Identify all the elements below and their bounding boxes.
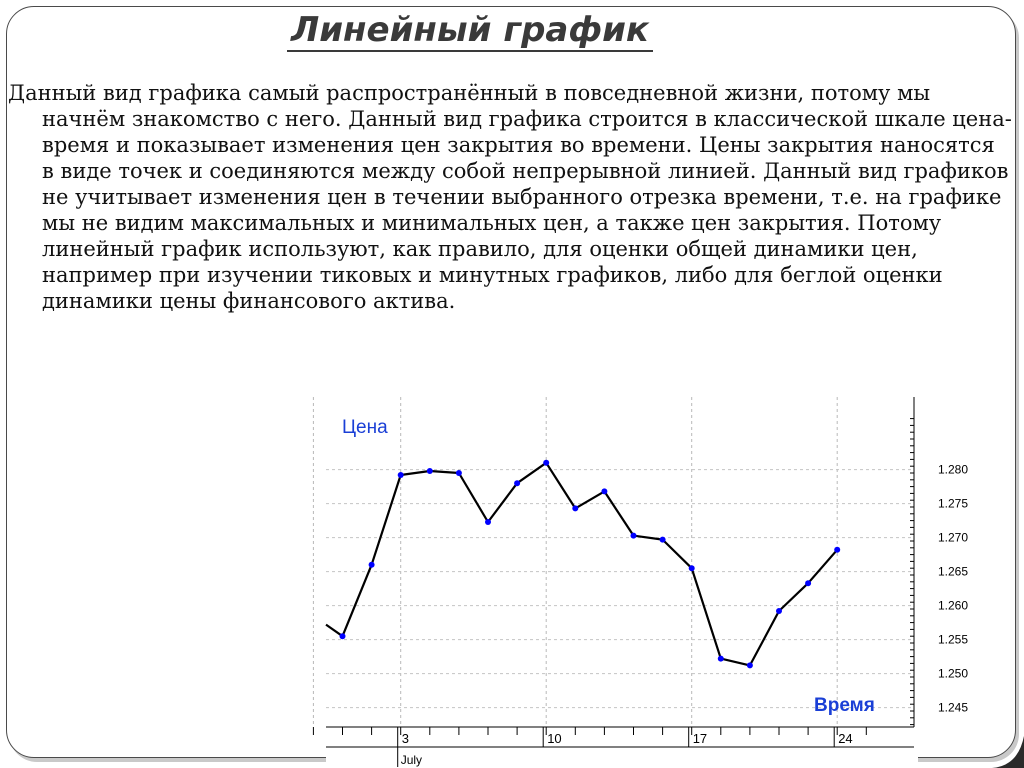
y-tick-label: 1.260	[938, 598, 969, 613]
y-tick-label: 1.250	[938, 666, 969, 681]
price-point	[543, 460, 549, 466]
price-point	[456, 470, 462, 476]
price-point	[776, 608, 782, 614]
x-tick-label: 17	[692, 731, 708, 746]
price-point	[834, 547, 840, 553]
y-tick-label: 1.255	[938, 632, 969, 647]
grid-layer	[313, 397, 914, 727]
price-point	[747, 662, 753, 668]
price-point	[660, 537, 666, 543]
y-tick-label: 1.275	[938, 496, 969, 511]
price-point	[398, 472, 404, 478]
y-tick-label: 1.280	[938, 462, 969, 477]
corner-ornament	[988, 732, 1024, 768]
price-point	[340, 633, 346, 639]
price-point	[805, 580, 811, 586]
slide-title-text: Линейный график	[287, 10, 653, 52]
y-axis-label: Цена	[342, 417, 388, 438]
price-point	[572, 505, 578, 511]
price-point	[485, 519, 491, 525]
price-point	[427, 468, 433, 474]
x-tick-label: 24	[838, 731, 853, 746]
price-point	[689, 565, 695, 571]
line-chart	[326, 397, 969, 768]
series-layer	[326, 460, 840, 669]
slide-body-text: Данный вид графика самый распространённый в повседневной жизни, потому мы начнём знакомство с него. Данный вид графика строится в классической шкале цена-время и показывает изменения цен закрытия во времени. Цены закрытия наносятся в виде точек и соединяются между собой непрерывной линией. Данный вид графиков не учитывает изменения цен в течении выбранного отрезка времени, т.е. на графике мы не видим максимальных и минимальных цен, а также цен закрытия. Потому линейный график используют, как правило, для оценки общей динамики цен, например при изучении тиковых и минутных графиков, либо для беглой оценки динамики цены финансового актива.	[8, 81, 1012, 313]
x-tick-label: 10	[547, 731, 562, 746]
slide-title	[0, 10, 940, 50]
x-axis-label: Время	[814, 695, 875, 716]
price-point	[718, 656, 724, 662]
x-month-label: July	[400, 753, 423, 767]
price-point	[514, 480, 520, 486]
price-series-line	[326, 463, 837, 666]
x-tick-label: 3	[401, 731, 409, 746]
y-tick-label: 1.270	[938, 530, 969, 545]
price-point	[631, 533, 637, 539]
price-point	[601, 488, 607, 494]
y-tick-label: 1.265	[938, 564, 969, 579]
line-chart-svg	[326, 397, 969, 768]
price-point	[369, 562, 375, 568]
y-tick-label: 1.245	[938, 700, 969, 715]
